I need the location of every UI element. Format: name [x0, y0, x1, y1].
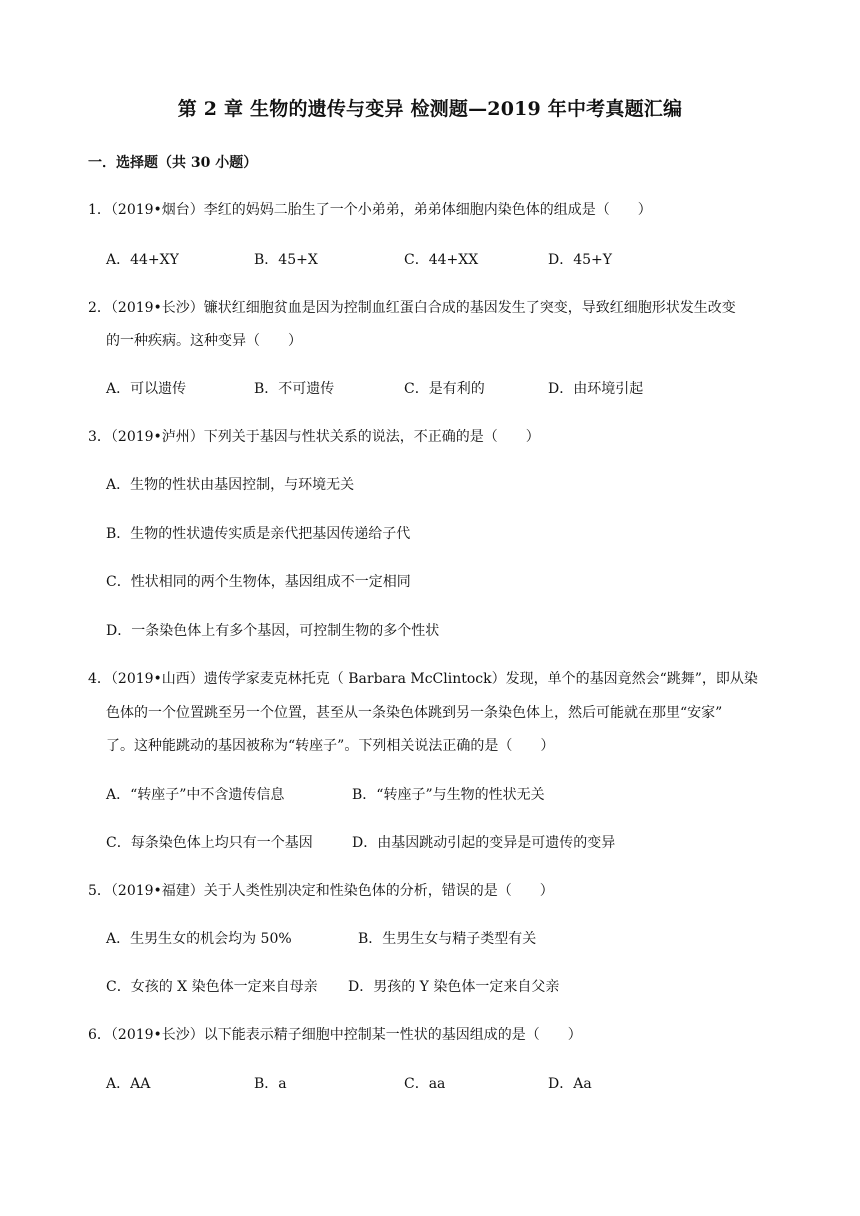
question-2-option-c: C．是有利的 — [404, 381, 485, 397]
question-6-option-b: B．a — [254, 1076, 287, 1092]
question-5-stem: 5．（2019•福建）关于人类性别决定和性染色体的分析，错误的是（ ） — [88, 883, 554, 899]
page-title: 第 2 章 生物的遗传与变异 检测题—2019 年中考真题汇编 — [177, 98, 683, 120]
question-3-stem: 3．（2019•泸州）下列关于基因与性状关系的说法，不正确的是（ ） — [88, 429, 540, 445]
question-5-option-b: B．生男生女与精子类型有关 — [358, 931, 537, 947]
question-4-option-d: D．由基因跳动引起的变异是可遗传的变异 — [352, 835, 616, 851]
question-3-option-a: A．生物的性状由基因控制，与环境无关 — [106, 477, 355, 493]
question-5-option-d: D．男孩的 Y 染色体一定来自父亲 — [348, 979, 560, 995]
question-4-option-b: B．“转座子”与生物的性状无关 — [352, 787, 545, 803]
question-1-option-d: D．45+Y — [548, 252, 613, 268]
question-2-option-d: D．由环境引起 — [548, 381, 644, 397]
question-2-option-a: A．可以遗传 — [106, 381, 187, 397]
section-heading: 一．选择题（共 30 小题） — [88, 155, 258, 171]
question-6-option-c: C．aa — [404, 1076, 446, 1092]
question-4-stem-cont-2: 了。这种能跳动的基因被称为“转座子”。下列相关说法正确的是（ ） — [106, 738, 555, 754]
question-1-option-c: C．44+XX — [404, 252, 479, 268]
question-2-stem: 2．（2019•长沙）镰状红细胞贫血是因为控制血红蛋白合成的基因发生了突变，导致红细胞形状发生改变 — [88, 300, 736, 316]
question-1-option-b: B．45+X — [254, 252, 318, 268]
question-6-option-d: D．Aa — [548, 1076, 592, 1092]
question-2-stem-cont: 的一种疾病。这种变异（ ） — [106, 333, 302, 349]
question-4-stem: 4．（2019•山西）遗传学家麦克林托克（ Barbara McClintock）发现，单个的基因竟然会“跳舞”，即从染 — [88, 671, 758, 687]
question-1-stem: 1．（2019•烟台）李红的妈妈二胎生了一个小弟弟，弟弟体细胞内染色体的组成是（ ） — [88, 202, 652, 218]
question-4-option-a: A．“转座子”中不含遗传信息 — [106, 787, 285, 803]
question-4-option-c: C．每条染色体上均只有一个基因 — [106, 835, 313, 851]
question-5-option-a: A．生男生女的机会均为 50% — [106, 931, 292, 947]
question-6-option-a: A．AA — [106, 1076, 151, 1092]
question-5-option-c: C．女孩的 X 染色体一定来自母亲 — [106, 979, 318, 995]
question-3-option-d: D．一条染色体上有多个基因，可控制生物的多个性状 — [106, 623, 440, 639]
question-3-option-c: C．性状相同的两个生物体，基因组成不一定相同 — [106, 574, 411, 590]
question-3-option-b: B．生物的性状遗传实质是亲代把基因传递给子代 — [106, 526, 411, 542]
question-4-stem-cont-1: 色体的一个位置跳至另一个位置，甚至从一条染色体跳到另一条染色体上，然后可能就在那里“安家” — [106, 705, 723, 721]
question-6-stem: 6．（2019•长沙）以下能表示精子细胞中控制某一性状的基因组成的是（ ） — [88, 1027, 582, 1043]
question-1-option-a: A．44+XY — [106, 252, 179, 268]
question-2-option-b: B．不可遗传 — [254, 381, 335, 397]
